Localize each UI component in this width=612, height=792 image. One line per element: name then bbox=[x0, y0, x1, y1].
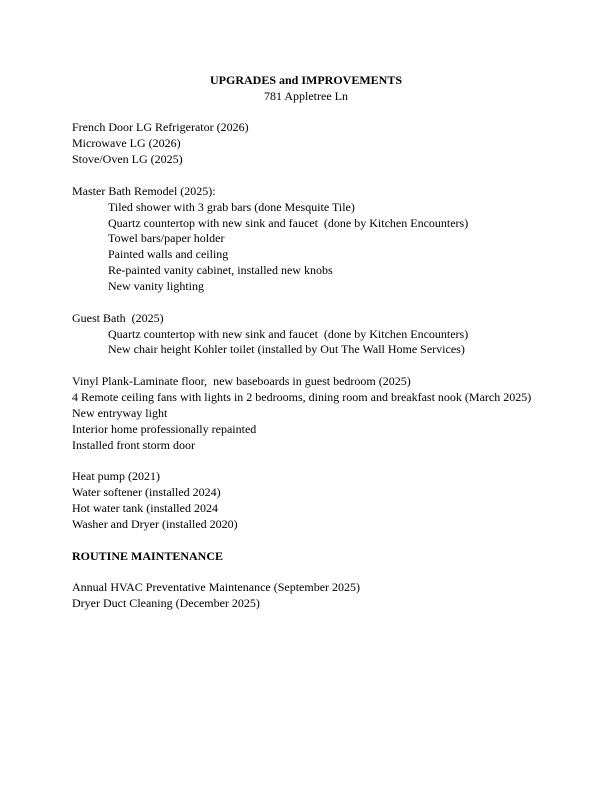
page-title: UPGRADES and IMPROVEMENTS bbox=[209, 73, 403, 87]
master-bath-heading: Master Bath Remodel (2025): bbox=[72, 184, 216, 198]
appliance-item: French Door LG Refrigerator (2026) bbox=[72, 120, 249, 134]
interior-item: Installed front storm door bbox=[72, 438, 195, 452]
system-item: Hot water tank (installed 2024 bbox=[72, 501, 218, 515]
appliance-item: Stove/Oven LG (2025) bbox=[72, 152, 183, 166]
interior-item: 4 Remote ceiling fans with lights in 2 bedrooms, dining room and breakfast nook (March 2025) bbox=[72, 390, 532, 404]
guest-bath-item: New chair height Kohler toilet (installed by Out The Wall Home Services) bbox=[108, 342, 465, 356]
interior-item: Interior home professionally repainted bbox=[72, 422, 257, 436]
system-item: Water softener (installed 2024) bbox=[72, 485, 221, 499]
interior-item: New entryway light bbox=[72, 406, 168, 420]
master-bath-item: New vanity lighting bbox=[108, 279, 204, 293]
master-bath-item: Towel bars/paper holder bbox=[108, 231, 225, 245]
maintenance-heading: ROUTINE MAINTENANCE bbox=[72, 549, 224, 563]
master-bath-item: Re-painted vanity cabinet, installed new knobs bbox=[108, 263, 333, 277]
system-item: Heat pump (2021) bbox=[72, 469, 160, 483]
master-bath-item: Painted walls and ceiling bbox=[108, 247, 229, 261]
interior-item: Vinyl Plank-Laminate floor, new baseboards in guest bedroom (2025) bbox=[72, 374, 411, 388]
guest-bath-item: Quartz countertop with new sink and faucet (done by Kitchen Encounters) bbox=[108, 327, 469, 341]
master-bath-item: Tiled shower with 3 grab bars (done Mesquite Tile) bbox=[108, 200, 355, 214]
maintenance-item: Annual HVAC Preventative Maintenance (September 2025) bbox=[72, 580, 361, 594]
appliance-item: Microwave LG (2026) bbox=[72, 136, 181, 150]
system-item: Washer and Dryer (installed 2020) bbox=[72, 517, 238, 531]
maintenance-item: Dryer Duct Cleaning (December 2025) bbox=[72, 596, 260, 610]
master-bath-item: Quartz countertop with new sink and faucet (done by Kitchen Encounters) bbox=[108, 216, 469, 230]
property-address: 781 Appletree Ln bbox=[264, 89, 348, 103]
guest-bath-heading: Guest Bath (2025) bbox=[72, 311, 164, 325]
